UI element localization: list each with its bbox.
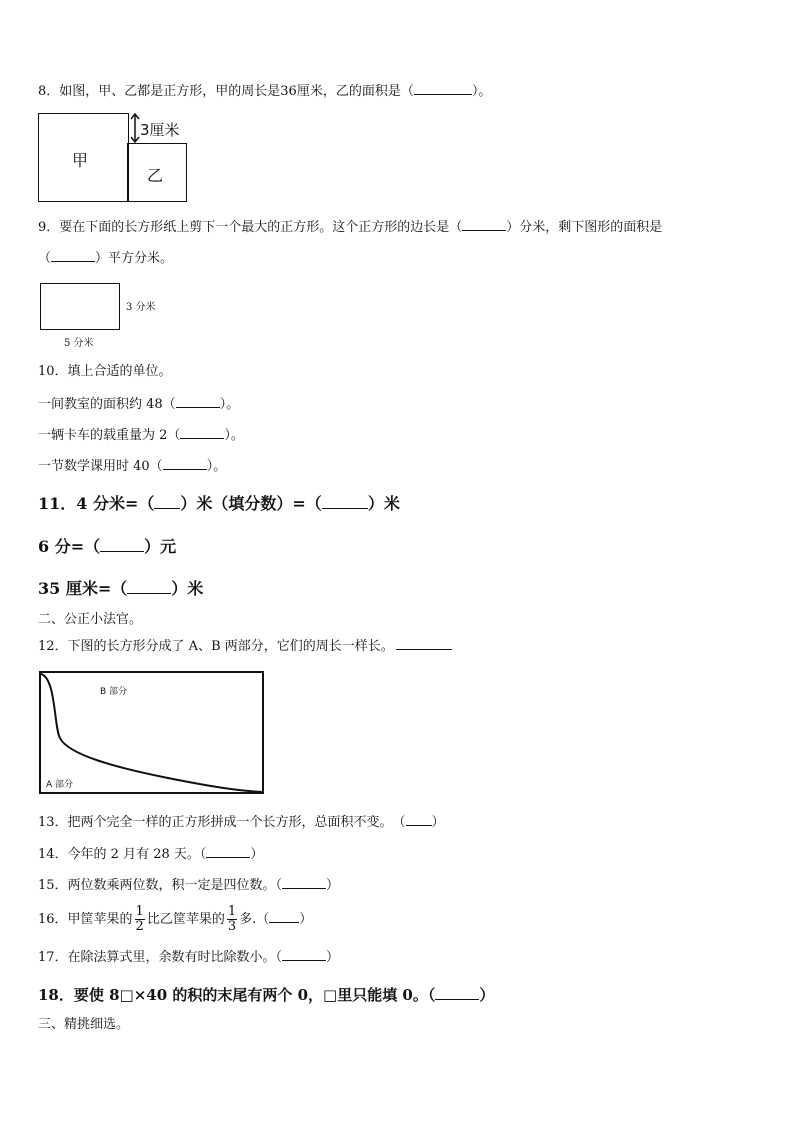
q16-fraction-half: $\frac{1}{2}$ [135,904,144,934]
label-jia: 甲 [72,151,89,170]
q11-blank-1[interactable] [154,493,180,509]
q11-blank-4[interactable] [127,578,171,594]
q9-height-label: 3 分米 [126,302,156,313]
q8-text: 8．如图，甲、乙都是正方形，甲的周长是36厘米，乙的面积是（ ）。 [38,84,492,99]
label-3cm: 3厘米 [140,121,180,139]
q12-text: 12．下图的长方形分成了 A、B 两部分，它们的周长一样长。 [38,637,452,656]
q18-answer-blank[interactable] [435,985,479,1000]
q17-answer-blank[interactable] [282,948,326,961]
q12-answer-blank[interactable] [396,637,452,650]
q12-label-b: B 部分 [100,687,128,697]
q12-dividing-curve [41,674,263,792]
q10-blank-1[interactable] [176,395,220,408]
q9-width-label: 5 分米 [64,338,94,349]
q9-answer-blank-2[interactable] [51,249,95,262]
q16-answer-blank[interactable] [269,910,299,923]
q11-blank-3[interactable] [100,536,144,552]
section-2-heading: 二、公正小法官。 [38,612,143,627]
q14-text: 14．今年的 2 月有 28 天。（ ） [38,847,264,862]
q14-answer-blank[interactable] [206,845,250,858]
q13-answer-blank[interactable] [406,813,432,826]
q10-blank-3[interactable] [163,457,207,470]
q10-blank-2[interactable] [180,426,224,439]
q11-line-1: 11．4 分米=（ ）米（填分数）=（ ）米 [38,494,400,513]
q15-text: 15．两位数乘两位数，积一定是四位数。（ ） [38,878,340,893]
q11-line-2: 6 分=（ ）元 [38,537,177,556]
q16-text: 16．甲筐苹果的 $\frac{1}{2}$ 比乙筐苹果的 $\frac{1}{3}$ 多.（ ） [38,904,313,934]
q16-fraction-third: $\frac{1}{3}$ [227,904,237,934]
q10-item-3: 一节数学课用时 40（ ）。 [38,459,227,474]
q9-answer-blank-1[interactable] [462,218,506,231]
q10-item-2: 一辆卡车的载重量为 2（ ）。 [38,428,244,443]
section-3-heading: 三、精挑细选。 [38,1017,130,1032]
q9-text: 9．要在下面的长方形纸上剪下一个最大的正方形。这个正方形的边长是（ ）分米，剩下图形的面积是 [38,220,663,235]
q9-rectangle [40,283,120,330]
q8-answer-blank[interactable] [414,82,472,95]
q17-text: 17．在除法算式里，余数有时比除数小。（ ） [38,950,340,965]
q11-blank-2[interactable] [322,493,368,509]
q11-line-3: 35 厘米=（ ）米 [38,579,204,598]
q12-label-a: A 部分 [46,780,74,790]
q9-text-continued: （ ）平方分米。 [38,251,174,266]
q18-text: 18．要使 8□×40 的积的末尾有两个 0，□里只能填 0。（ ） [38,986,495,1004]
q13-text: 13．把两个完全一样的正方形拼成一个长方形，总面积不变。 （ ） [38,815,445,830]
q15-answer-blank[interactable] [282,876,326,889]
q10-item-1: 一间教室的面积约 48（ ）。 [38,397,240,412]
label-yi: 乙 [147,166,164,185]
q10-title: 10．填上合适的单位。 [38,364,172,379]
